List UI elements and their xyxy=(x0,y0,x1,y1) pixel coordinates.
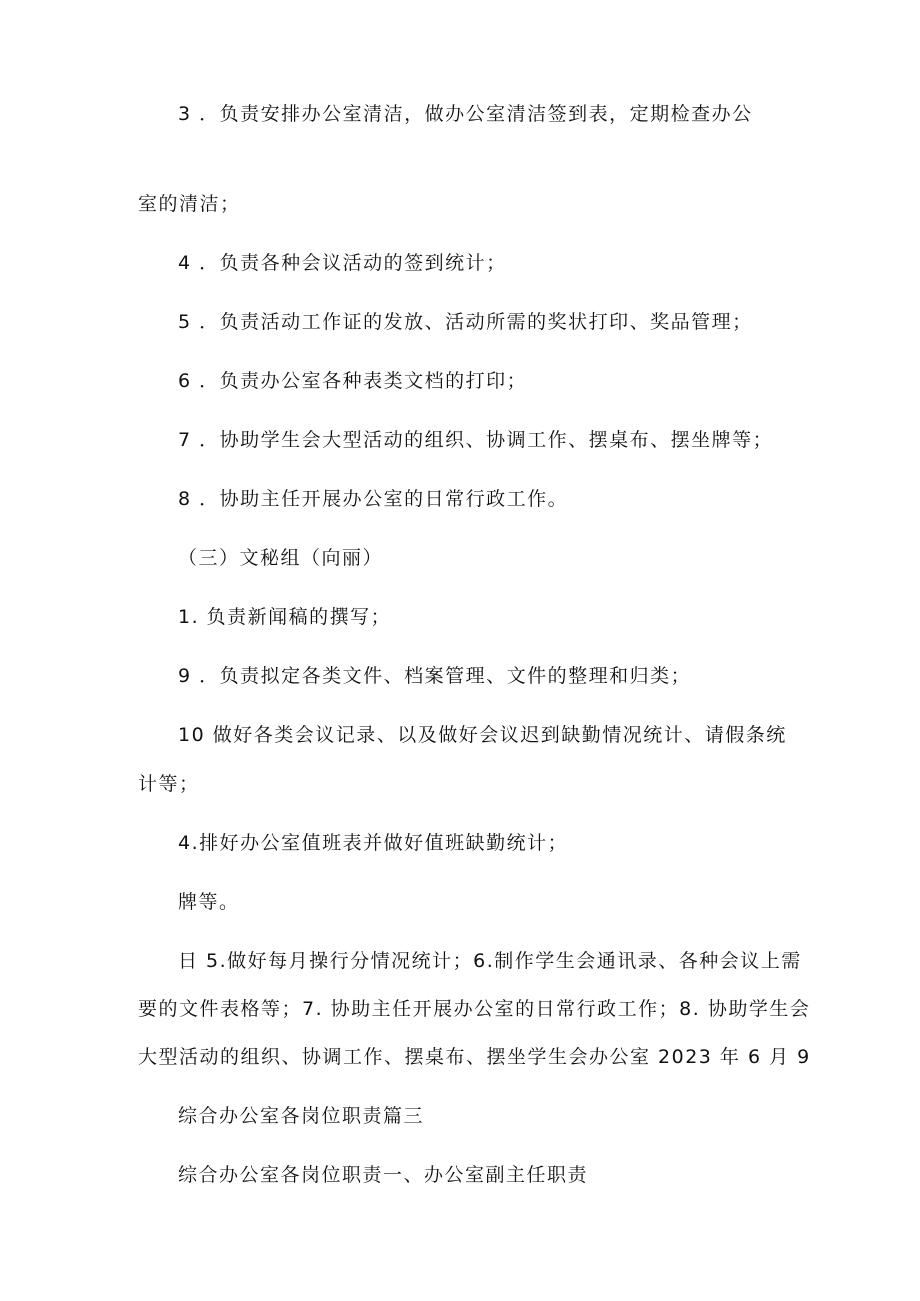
paragraph-line: 大型活动的组织、协调工作、摆桌布、摆坐学生会办公室 2023 年 6 月 9 xyxy=(138,1046,811,1068)
paragraph-line: 牌等。 xyxy=(178,891,240,913)
section-heading: 综合办公室各岗位职责一、办公室副主任职责 xyxy=(178,1164,589,1186)
paragraph-line: 计等； xyxy=(138,773,200,795)
paragraph-line: 4.排好办公室值班表并做好值班缺勤统计； xyxy=(178,832,569,854)
paragraph-line: 5 ．负责活动工作证的发放、活动所需的奖状打印、奖品管理； xyxy=(178,311,753,333)
paragraph-line: 1. 负责新闻稿的撰写； xyxy=(178,606,392,628)
section-heading: 综合办公室各岗位职责篇三 xyxy=(178,1105,425,1127)
paragraph-line: 室的清洁； xyxy=(138,193,241,215)
paragraph-line: 日 5.做好每月操行分情况统计；6.制作学生会通讯录、各种会议上需 xyxy=(178,950,802,972)
paragraph-line: 9 ．负责拟定各类文件、档案管理、文件的整理和归类； xyxy=(178,665,692,687)
paragraph-line: 8 ．协助主任开展办公室的日常行政工作。 xyxy=(178,488,569,510)
paragraph-line: 6 ．负责办公室各种表类文档的打印； xyxy=(178,370,528,392)
paragraph-line: 10 做好各类会议记录、以及做好会议迟到缺勤情况统计、请假条统 xyxy=(178,724,787,746)
paragraph-line: 7 ．协助学生会大型活动的组织、协调工作、摆桌布、摆坐牌等； xyxy=(178,429,774,451)
paragraph-line: 4 ．负责各种会议活动的签到统计； xyxy=(178,252,507,274)
section-heading: （三）文秘组（向丽） xyxy=(178,547,384,569)
paragraph-line: 要的文件表格等；7. 协助主任开展办公室的日常行政工作；8. 协助学生会 xyxy=(138,998,811,1020)
paragraph-line: 3 ．负责安排办公室清洁，做办公室清洁签到表，定期检查办公 xyxy=(178,103,753,125)
